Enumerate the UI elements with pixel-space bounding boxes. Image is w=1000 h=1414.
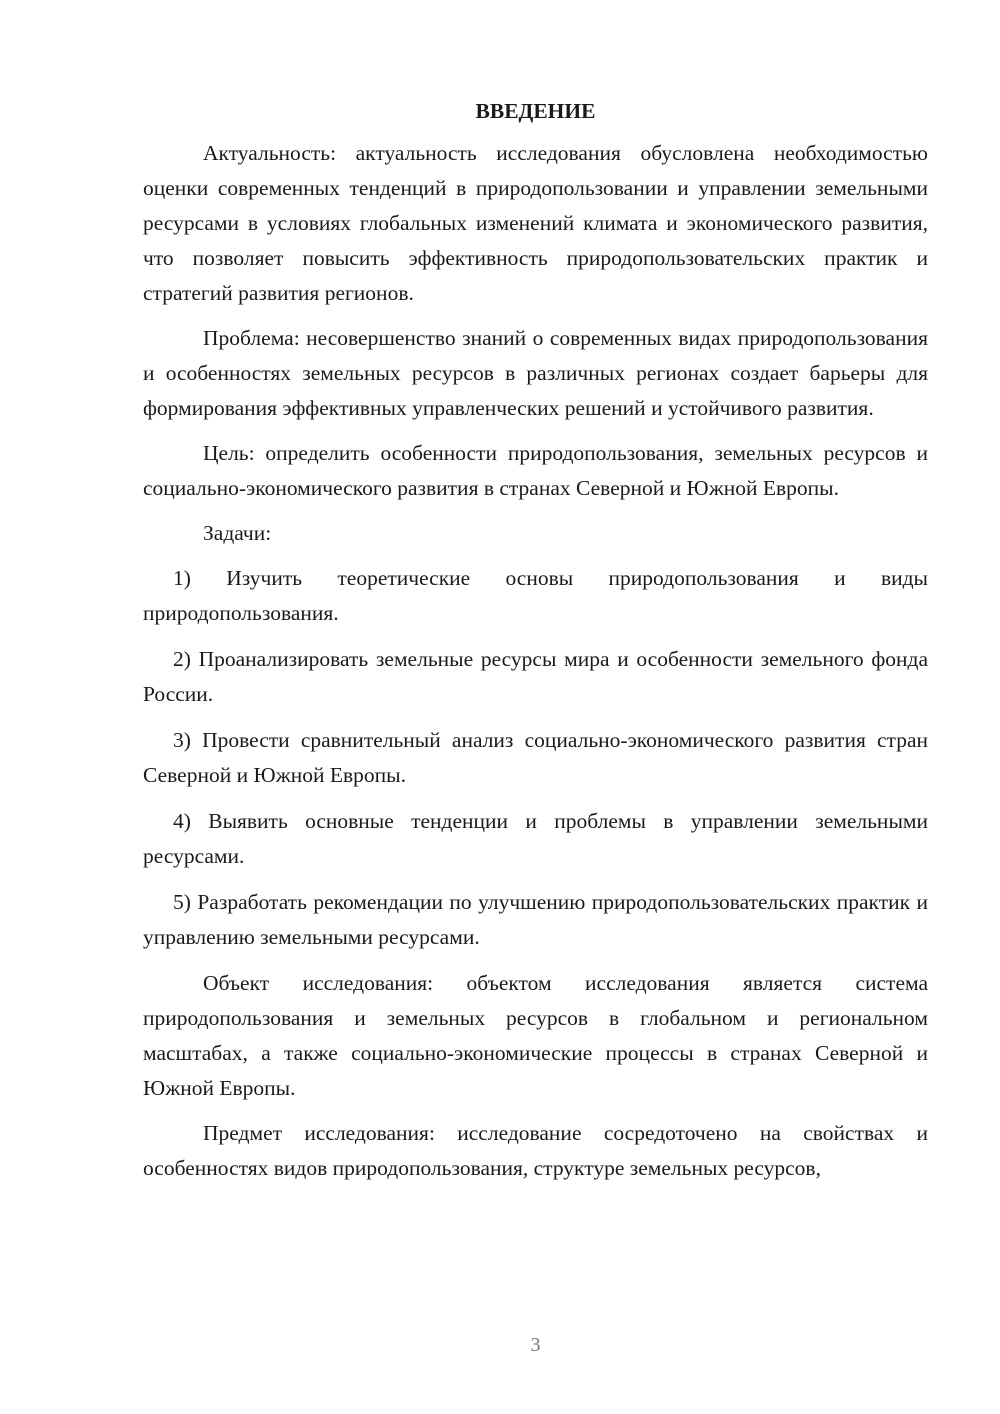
task-item: 5) Разработать рекомендации по улучшению природопользовательских практик и управлению земельными ресурсами. — [143, 890, 928, 949]
tasks-list — [143, 561, 928, 955]
task-item: 2) Проанализировать земельные ресурсы мира и особенности земельного фонда России. — [143, 647, 928, 706]
goal-paragraph: Цель: определить особенности природопользования, земельных ресурсов и социально-экономического развития в странах Северной и Южной Европы. — [143, 441, 928, 500]
relevance-paragraph: Актуальность: актуальность исследования обусловлена необходимостью оценки современных тенденций в природопользовании и управлении земельными ресурсами в условиях глобальных изменений климата и экономического развития, что позволяет повысить эффективность природопользовательских практик и стратегий развития регионов. — [143, 141, 928, 305]
document-page — [143, 96, 928, 1196]
page-number: 3 — [530, 1334, 541, 1356]
subject-paragraph: Предмет исследования: исследование сосредоточено на свойствах и особенностях видов природопользования, структуре земельных ресурсов, — [143, 1121, 928, 1180]
task-item: 3) Провести сравнительный анализ социально-экономического развития стран Северной и Южной Европы. — [143, 728, 928, 787]
tasks-label: Задачи: — [203, 521, 272, 545]
problem-paragraph: Проблема: несовершенство знаний о современных видах природопользования и особенностях земельных ресурсов в различных регионах создает барьеры для формирования эффективных управленческих решений и устойчивого развития. — [143, 326, 928, 420]
task-item: 4) Выявить основные тенденции и проблемы в управлении земельными ресурсами. — [143, 809, 928, 868]
task-item: 1) Изучить теоретические основы природопользования и виды природопользования. — [143, 566, 928, 625]
section-heading: ВВЕДЕНИЕ — [475, 99, 596, 123]
object-paragraph: Объект исследования: объектом исследования является система природопользования и земельных ресурсов в глобальном и региональном масштабах, а также социально-экономические процессы в странах Северной и Южной Европы. — [143, 971, 928, 1100]
